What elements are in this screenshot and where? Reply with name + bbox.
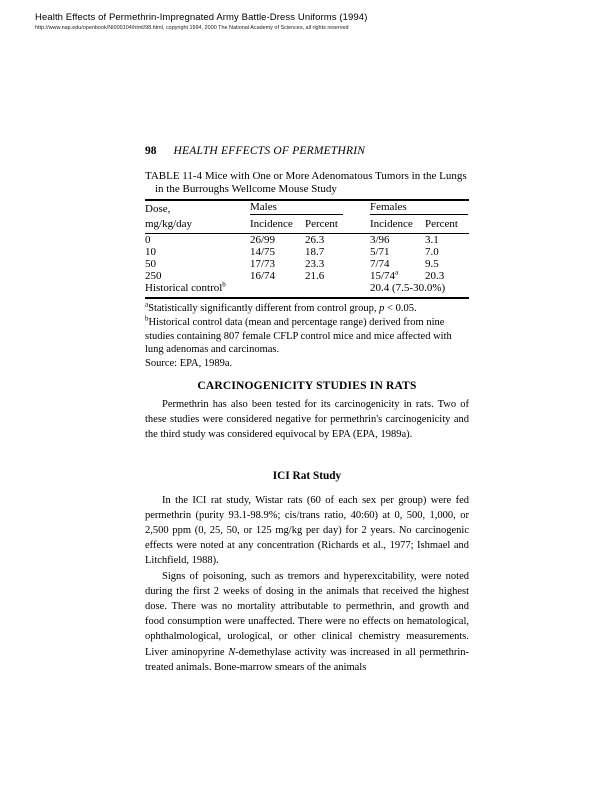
cell-males-incidence: 17/73: [250, 258, 276, 270]
cell-dose: 10: [145, 246, 156, 258]
section-heading-carcinogenicity-rats: CARCINOGENICITY STUDIES IN RATS: [197, 379, 417, 392]
table-group-header-row: [145, 200, 469, 215]
historical-control-row: [145, 282, 469, 298]
cell-males-incidence: 14/75: [250, 246, 276, 258]
cell-females-percent: 9.5: [425, 258, 439, 270]
cell-dose: 250: [145, 270, 162, 282]
footnote-b-marker: b: [145, 314, 149, 323]
footnote-a: $^a$Statistically significantly different from control group, p < 0.05.: [145, 300, 417, 314]
table-caption: TABLE 11-4 Mice with One or More Adenomatous Tumors in the Lungs in the Burroughs Wellcome Mouse Study: [145, 170, 467, 195]
cell-females-incidence: 15/74$^a$: [370, 268, 399, 282]
cell-males-incidence: 16/74: [250, 270, 276, 282]
header-group-males: Males: [250, 200, 370, 215]
cell-males-percent: 26.3: [305, 234, 325, 246]
header-females-incidence: Incidence: [370, 215, 425, 234]
book-title: Health Effects of Permethrin-Impregnated Army Battle-Dress Uniforms (1994): [35, 12, 368, 23]
cell-historical-label: Historical control$^b$: [145, 282, 370, 298]
paragraph-rats-intro: Permethrin has also been tested for its carcinogenicity in rats. Two of these studies were considered negative for permethrin's carcinogenicity and the third study was considered equivocal by EPA (EPA, 1989a).: [145, 398, 469, 441]
cell-females-incidence: 3/96: [370, 234, 390, 246]
header-dose-line2: mg/kg/day: [145, 215, 250, 234]
table-row: [145, 246, 469, 258]
cell-females-percent: 20.3: [425, 270, 445, 282]
cell-dose: 0: [145, 234, 151, 246]
table-row: [145, 234, 469, 247]
footnote-marker-a: a: [395, 268, 399, 277]
cell-historical-value: 20.4 (7.5-30.0%): [370, 282, 469, 298]
table-row: [145, 270, 469, 282]
footnote-marker-b: b: [222, 280, 226, 289]
cell-males-percent: 18.7: [305, 246, 325, 258]
cell-dose: 50: [145, 258, 156, 270]
header-females-percent: Percent: [425, 215, 469, 234]
running-head: [145, 144, 469, 158]
source-url-line: http://www.nap.edu/openbook/NI000104/html/98.html, copyright 1994, 2000 The National Academy of Sciences, all rights reserved: [35, 24, 349, 31]
page-content: [145, 144, 469, 675]
header-dose-line1: Dose,: [145, 203, 171, 215]
page-number: 98: [145, 145, 157, 157]
table-footnotes: [145, 302, 469, 371]
data-table: [145, 199, 469, 299]
cell-males-percent: 21.6: [305, 270, 325, 282]
footnote-b: $^b$Historical control data (mean and percentage range) derived from nine studies containing 807 female CFLP control mice and mice affected with lung adenomas and carcinomas.: [145, 314, 452, 356]
header-group-females: Females: [370, 200, 469, 215]
running-head-title: HEALTH EFFECTS OF PERMETHRIN: [173, 145, 366, 157]
header-males-percent: Percent: [305, 215, 370, 234]
cell-females-percent: 3.1: [425, 234, 439, 246]
table-row: [145, 258, 469, 270]
table-subheader-row: [145, 215, 469, 234]
cell-females-incidence: 5/71: [370, 246, 390, 258]
paragraph-ici-study: In the ICI rat study, Wistar rats (60 of each sex per group) were fed permethrin (purity 93.1-98.9%; cis/trans ratio, 40:60) at 0, 500, 1,000, or 2,500 ppm (0, 25, 50, or 125 mg/kg per day) for 2 years. No carcinogenic effects were noted at any concentration (Richards et al., 1977; Ishmael and Litchfield, 1988).: [145, 494, 469, 567]
table-source: Source: EPA, 1989a.: [145, 358, 233, 370]
header-males-incidence: Incidence: [250, 215, 305, 234]
subsection-heading-ici-rat-study: ICI Rat Study: [272, 469, 342, 482]
cell-males-percent: 23.3: [305, 258, 325, 270]
cell-females-percent: 7.0: [425, 246, 439, 258]
footnote-a-marker: a: [145, 300, 149, 309]
paragraph-ici-signs: Signs of poisoning, such as tremors and hyperexcitability, were noted during the first 2 weeks of dosing in the animals that received the highest dose. There was no mortality attributable to permethrin, and growth and food consumption were unaffected. There were no effects on hematological, ophthalmological, urological, or other clinical chemistry measurements. Liver aminopyrine N-demethylase activity was increased in all permethrin-treated animals. Bone-marrow smears of the animals: [145, 570, 469, 673]
cell-males-incidence: 26/99: [250, 234, 276, 246]
viewer-header: [35, 12, 496, 33]
cell-females-incidence: 7/74: [370, 258, 390, 270]
